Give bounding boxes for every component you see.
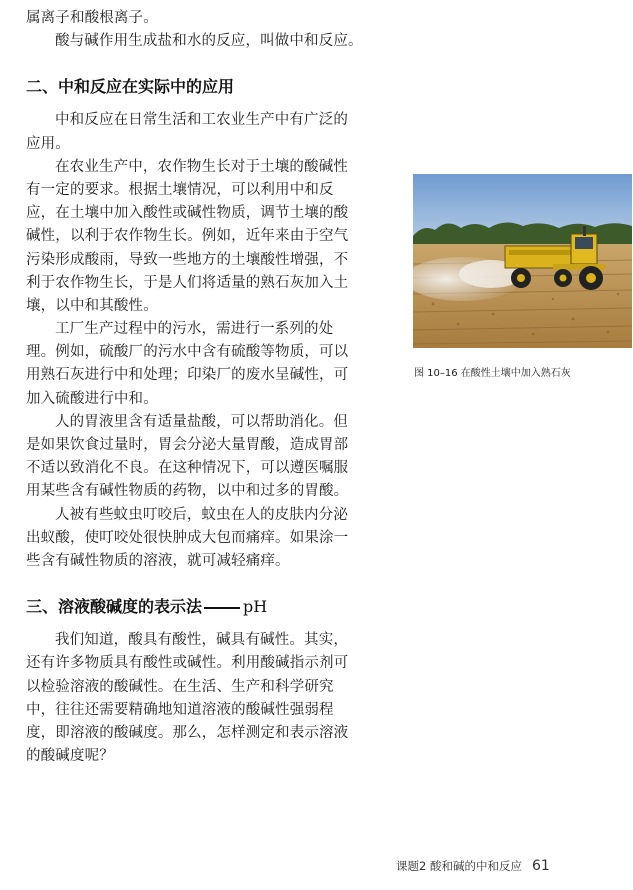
text-line: 应，在土壤中加入酸性或碱性物质，调节土壤的酸 <box>26 205 349 222</box>
text-line: 些含有碱性物质的溶液，就可减轻痛痒。 <box>26 552 290 569</box>
text-line: 污染形成酸雨，导致一些地方的土壤酸性增强，不 <box>26 251 349 268</box>
text-line: 加入硫酸进行中和。 <box>26 390 158 407</box>
body-text-column <box>26 0 398 768</box>
figure-photo-tractor-spreading-lime <box>413 174 632 348</box>
text-line: 的酸碱度呢？ <box>26 748 114 765</box>
text-line: 利于农作物生长，于是人们将适量的熟石灰加入土 <box>26 274 349 291</box>
section-heading-2: 二、中和反应在实际中的应用 <box>26 77 235 97</box>
text-line: 有一定的要求。根据土壤情况，可以利用中和反 <box>26 181 334 198</box>
text-line: 度，即溶液的酸碱度。那么，怎样测定和表示溶液 <box>26 724 349 741</box>
text-line: 人的胃液里含有适量盐酸，可以帮助消化。但 <box>55 413 348 430</box>
text-line: 理。例如，硫酸厂的污水中含有硫酸等物质，可以 <box>26 344 349 361</box>
figure-caption: 图 10–16 在酸性土壤中加入熟石灰 <box>414 368 571 379</box>
ph-label: pH <box>243 597 268 617</box>
text-line: 用某些含有碱性物质的药物，以中和过多的胃酸。 <box>26 483 349 500</box>
text-line: 壤，以中和其酸性。 <box>26 297 158 314</box>
text-line: 属离子和酸根离子。 <box>26 10 158 26</box>
text-line: 我们知道，酸具有酸性，碱具有碱性。其实， <box>55 632 348 649</box>
page-number: 61 <box>531 858 550 874</box>
definition-line: 酸与碱作用生成盐和水的反应，叫做中和反应。 <box>55 33 363 50</box>
section-heading-3-text: 三、溶液酸碱度的表示法 <box>26 597 203 617</box>
chapter-title: 课题2 酸和碱的中和反应 <box>396 859 522 873</box>
text-line: 碱性，以利于农作物生长。例如，近年来由于空气 <box>26 228 349 245</box>
text-line: 以检验溶液的酸碱性。在生活、生产和科学研究 <box>26 678 334 695</box>
text-line: 还有许多物质具有酸性或碱性。利用酸碱指示剂可 <box>26 655 349 672</box>
text-line: 人被有些蚊虫叮咬后，蚊虫在人的皮肤内分泌 <box>55 506 348 523</box>
text-line: 不适以致消化不良。在这种情况下，可以遵医嘱服 <box>26 460 349 477</box>
text-line: 在农业生产中，农作物生长对于土壤的酸碱性 <box>55 158 348 175</box>
text-line: 应用。 <box>26 135 70 152</box>
text-line: 中和反应在日常生活和工农业生产中有广泛的 <box>55 112 348 129</box>
photo-illustration <box>413 174 632 348</box>
text-line: 是如果饮食过量时，胃会分泌大量胃酸，造成胃部 <box>26 437 349 453</box>
text-line: 中，往往还需要精确地知道溶液的酸碱性强弱程 <box>26 701 334 718</box>
text-line: 出蚁酸，使叮咬处很快肿成大包而痛痒。如果涂一 <box>26 529 349 546</box>
page-footer <box>396 858 550 874</box>
text-line: 用熟石灰进行中和处理；印染厂的废水呈碱性，可 <box>26 367 349 384</box>
text-line: 工厂生产过程中的污水，需进行一系列的处 <box>55 321 334 338</box>
section-heading-3 <box>26 595 398 619</box>
heading-dash <box>204 607 240 609</box>
